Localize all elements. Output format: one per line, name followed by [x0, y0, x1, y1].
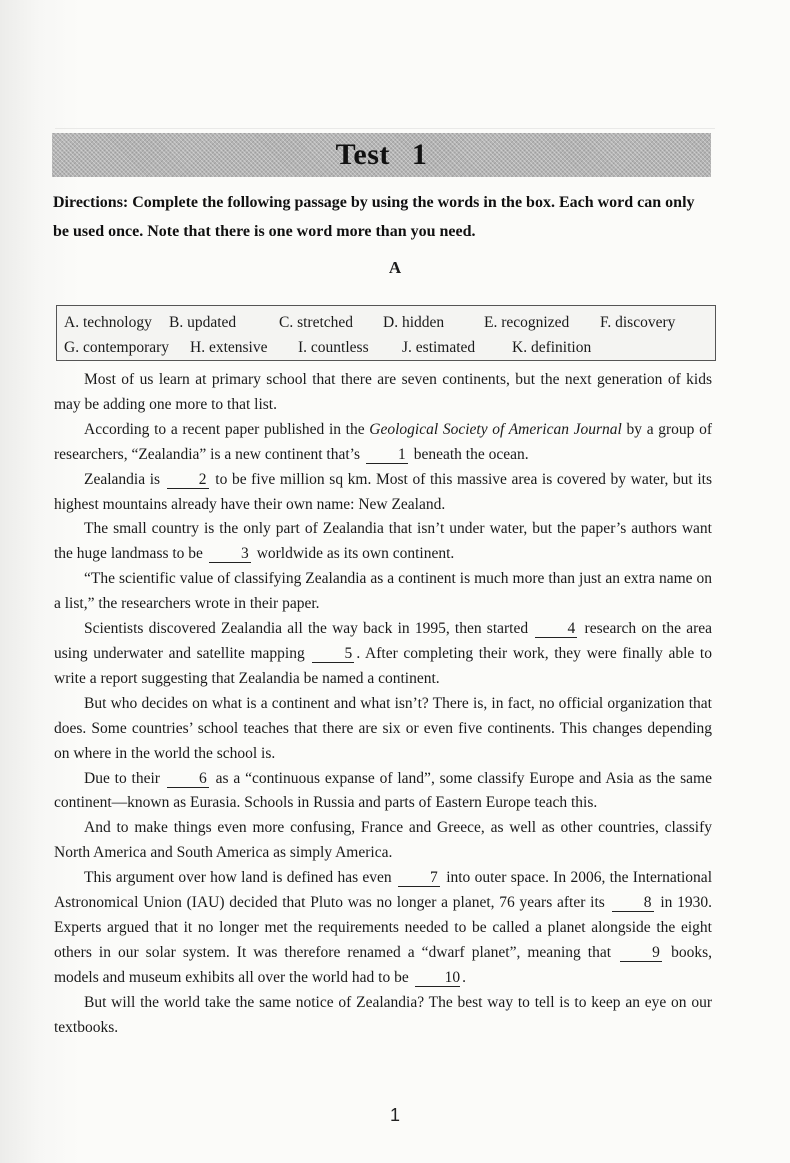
paragraph — [54, 468, 712, 518]
word-bank-row — [64, 310, 715, 335]
paragraph — [54, 567, 712, 617]
paragraph-text: . — [462, 968, 466, 986]
blank-1[interactable]: 1 — [366, 447, 408, 464]
blank-8[interactable]: 8 — [612, 895, 654, 912]
word-option: A. technology — [64, 313, 152, 331]
paragraph-text: “The scientific value of classifying Zealandia as a continent is much more than just an extra name on a list,” the researchers wrote in their paper. — [54, 570, 712, 613]
word-option: K. definition — [512, 338, 592, 356]
paragraph — [54, 368, 712, 418]
blank-2[interactable]: 2 — [167, 472, 209, 489]
blank-4[interactable]: 4 — [535, 621, 577, 638]
paragraph-text: Most of us learn at primary school that there are seven continents, but the next generation of kids may be adding one more to that list. — [54, 371, 712, 413]
paragraph-text: But who decides on what is a continent and what isn’t? There is, in fact, no official organization that does. Some countries’ school teaches that there are six or even five continents. This changes depending on where in the world the school is. — [54, 694, 712, 762]
paragraph-text: Zealandia is — [84, 470, 165, 488]
blank-9[interactable]: 9 — [620, 945, 662, 962]
paragraph-text: as a “continuous expanse of land”, some classify Europe and Asia as the same continent—known as Eurasia. Schools in Russia and parts of Eastern Europe teach this. — [54, 769, 712, 812]
paragraph-text: Scientists discovered Zealandia all the way back in 1995, then started — [84, 620, 534, 638]
paragraph-text: According to a recent paper published in the — [84, 420, 370, 438]
blank-3[interactable]: 3 — [209, 546, 251, 563]
paragraph-text: Due to their — [84, 769, 165, 787]
paragraph — [54, 767, 712, 817]
paragraph-text: The small country is the only part of Zealandia that isn’t under water, but the paper’s authors want the huge landmass to be — [54, 520, 712, 563]
paragraph-text: beneath the ocean. — [409, 445, 529, 463]
page-number: 1 — [389, 1105, 400, 1125]
blank-10[interactable]: 10 — [415, 970, 461, 987]
reading-passage — [54, 368, 712, 1040]
journal-title: Geological Society of American Journal — [369, 420, 622, 438]
word-option: J. estimated — [402, 338, 476, 356]
blank-5[interactable]: 5 — [312, 646, 354, 663]
paragraph — [54, 692, 712, 767]
word-option: C. stretched — [279, 313, 354, 331]
paragraph-text: research on the area using underwater and satellite mapping — [54, 620, 712, 662]
word-option: G. contemporary — [64, 338, 170, 356]
paragraph-text: This argument over how land is defined has even — [84, 869, 396, 887]
section-label: A — [388, 258, 402, 277]
paragraph — [54, 418, 712, 468]
word-option: H. extensive — [190, 338, 268, 356]
paragraph — [54, 517, 712, 567]
test-header-band — [52, 133, 711, 177]
paragraph — [54, 617, 712, 692]
paragraph — [54, 866, 712, 991]
test-title: Test 1 — [335, 138, 428, 171]
paragraph-text: And to make things even more confusing, France and Greece, as well as other countries, classify North America and South America as simply America. — [54, 819, 712, 862]
word-bank-row — [64, 335, 715, 360]
word-bank-box — [56, 305, 716, 361]
paragraph-text: to be five million sq km. Most of this massive area is covered by water, but its highest mountains already have their own name: New Zealand. — [54, 470, 712, 513]
word-option: E. recognized — [484, 313, 570, 331]
bleed-through-text — [55, 98, 715, 129]
word-option: D. hidden — [383, 313, 445, 331]
paragraph — [54, 991, 712, 1041]
blank-6[interactable]: 6 — [167, 771, 209, 788]
paragraph-text: in 1930. Experts argued that it no longer met the requirements needed to be called a planet alongside the eight others in our solar system. It was therefore renamed a “dwarf planet”, meaning that — [54, 894, 713, 961]
word-option: B. updated — [169, 313, 237, 331]
paragraph-text: But will the world take the same notice of Zealandia? The best way to tell is to keep an eye on our textbooks. — [54, 993, 712, 1036]
blank-7[interactable]: 7 — [398, 870, 440, 887]
paragraph — [54, 816, 712, 866]
paragraph-text: by a group of researchers, “Zealandia” is a new continent that’s — [54, 420, 712, 463]
directions-text: Directions: Complete the following passage by using the words in the box. Each word can only be used once. Note that there is one word more than you need. — [53, 194, 695, 240]
paragraph-text: into outer space. In 2006, the International Astronomical Union (IAU) decided that Pluto was no longer a planet, 76 years after its — [54, 869, 712, 912]
paragraph-text: books, models and museum exhibits all over the world had to be — [54, 943, 712, 986]
word-option: I. countless — [298, 338, 369, 356]
paragraph-text: . After completing their work, they were finally able to write a report suggesting that Zealandia be named a continent. — [54, 644, 712, 687]
word-option: F. discovery — [600, 313, 676, 331]
paragraph-text: worldwide as its own continent. — [252, 545, 455, 563]
